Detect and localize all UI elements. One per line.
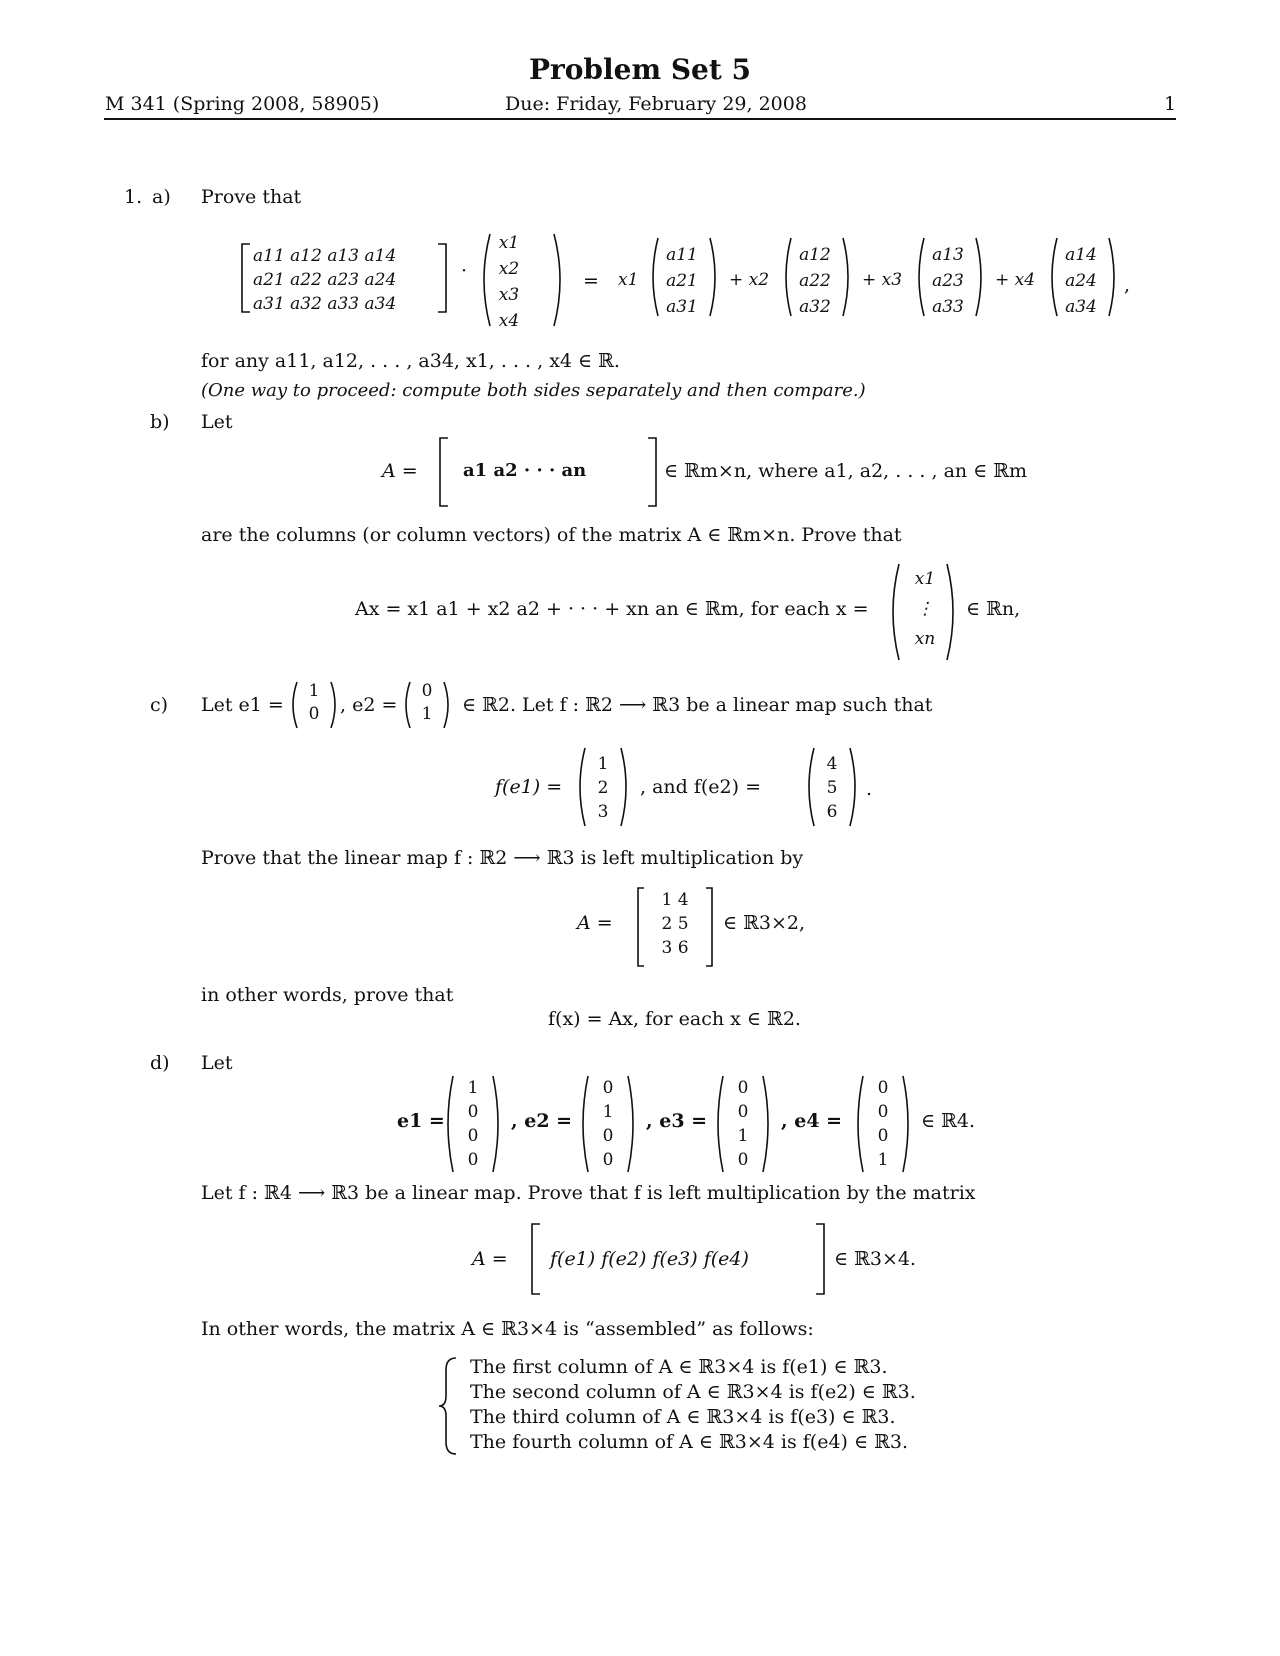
col-entry: a33 [932,297,964,317]
part-d-label: d) [150,1052,170,1074]
vector-entry: 0 [737,1102,749,1122]
page-title: Problem Set 5 [528,53,752,86]
vector-x [494,230,524,334]
coeff-x4: + x4 [995,270,1036,290]
brace [438,1356,462,1456]
matrix-a-tail: ∈ ℝ3×2, [723,912,806,934]
rhs-column [926,242,970,320]
linear-map-text: Let f : ℝ4 ⟶ ℝ3 be a linear map. Prove that f is left multiplication by the matrix [201,1182,976,1204]
col-entry: a13 [932,245,964,265]
col-entry: a31 [666,297,698,317]
col-entry: a23 [932,271,964,291]
part-c-label: c) [150,694,169,716]
vector-entry: 5 [826,778,838,798]
part-a-hint: (One way to proceed: compute both sides separately and then compare.) [201,380,866,401]
coeff-x3: + x3 [862,270,903,290]
matrix-def-rhs: ∈ ℝm×n, where a1, a2, . . . , an ∈ ℝm [664,460,1028,482]
matrix-a [253,244,438,316]
vector-entry: 2 [597,778,609,798]
vector-entry: x3 [498,285,520,305]
assembled-text: In other words, the matrix A ∈ ℝ3×4 is “assembled” as follows: [201,1318,814,1340]
vector-entry: x2 [498,259,520,279]
matrix-row: 1 4 [661,890,689,910]
coeff-x2: + x2 [729,270,770,290]
part-a-label: a) [152,186,171,208]
f-e2-vector [817,752,847,824]
rhs-column [1059,242,1103,320]
e3-vector [728,1076,758,1172]
dot-operator: · [461,260,468,282]
vector-entry: xn [914,629,936,649]
final-equation: f(x) = Ax, for each x ∈ ℝ2. [548,1008,801,1030]
and-f-e2-label: , and f(e2) = [640,776,761,798]
col-entry: a32 [799,297,831,317]
col-entry: a11 [666,245,698,265]
page-number: 1 [1164,93,1177,115]
vector-entry: x1 [498,233,520,253]
vector-entry: 0 [602,1150,614,1170]
vector-entry: 0 [467,1150,479,1170]
matrix-columns: a1 a2 · · · an [463,460,587,481]
rhs-column [793,242,837,320]
header-rule [104,118,1176,120]
matrix-row: a21 a22 a23 a24 [253,270,397,290]
vector-entry: 1 [602,1102,614,1122]
col-entry: a21 [666,271,698,291]
prove-left-mult: Prove that the linear map f : ℝ2 ⟶ ℝ3 is left multiplication by [201,847,804,869]
vector-entry: 1 [597,754,609,774]
vector-entry: 0 [421,681,433,701]
e1-vector [299,680,329,726]
part-a-prompt: Prove that [201,186,302,208]
course-label: M 341 (Spring 2008, 58905) [105,93,380,115]
coeff-x1: x1 [618,270,639,290]
matrix-def-lhs: A = [382,460,418,482]
period: . [866,778,873,800]
f-e1-vector [588,752,618,824]
part-a-condition: for any a11, a12, . . . , a34, x1, . . . , x4 ∈ ℝ. [201,350,620,372]
matrix-a-values [644,888,706,960]
let-e1: Let e1 = [201,694,284,716]
columns-text: are the columns (or column vectors) of the matrix A ∈ ℝm×n. Prove that [201,524,902,546]
matrix-row: a11 a12 a13 a14 [253,246,397,266]
vector-entry: x4 [498,311,520,331]
vector-entry: 0 [467,1126,479,1146]
col-entry: a34 [1065,297,1097,317]
vector-entry: 0 [877,1078,889,1098]
e2-vector [412,680,442,726]
in-other-words: in other words, prove that [201,984,454,1006]
matrix-columns: f(e1) f(e2) f(e3) f(e4) [550,1248,749,1270]
linear-combination-eq: Ax = x1 a1 + x2 a2 + · · · + xn an ∈ ℝm, for each x = [355,598,869,620]
vector-entry: ⋮ [916,599,934,619]
vector-entry: 0 [467,1102,479,1122]
vector-entry: 0 [602,1078,614,1098]
e1-vector [458,1076,488,1172]
vector-entry: 1 [877,1150,889,1170]
e4-vector [868,1076,898,1172]
vector-entry: 6 [826,802,838,822]
assembly-line: The fourth column of A ∈ ℝ3×4 is f(e4) ∈ ℝ3. [470,1431,909,1453]
vector-entry: 1 [308,681,320,701]
vector-entry: 1 [421,704,433,724]
vector-entry: 1 [467,1078,479,1098]
matrix-row: a31 a32 a33 a34 [253,294,397,314]
rn-tail: ∈ ℝn, [966,598,1021,620]
part-b-label: b) [150,411,170,433]
problem-number: 1. [124,186,143,208]
vector-entry: 0 [737,1078,749,1098]
due-date: Due: Friday, February 29, 2008 [505,93,807,115]
e4-label: , e4 = [781,1110,843,1132]
vector-entry: 3 [597,802,609,822]
vector-entry: 0 [877,1102,889,1122]
matrix-a-label: A = [577,912,613,934]
e2-label: , e2 = [511,1110,573,1132]
vector-entry: 1 [737,1126,749,1146]
vector-entry: 0 [602,1126,614,1146]
let-tail: ∈ ℝ2. Let f : ℝ2 ⟶ ℝ3 be a linear map such that [462,694,933,716]
col-entry: a14 [1065,245,1097,265]
e2-vector [593,1076,623,1172]
assembly-line: The first column of A ∈ ℝ3×4 is f(e1) ∈ ℝ3. [470,1356,888,1378]
vector-entry: 4 [826,754,838,774]
matrix-row: 2 5 [661,914,689,934]
matrix-row: 3 6 [661,938,689,958]
vector-entry: 0 [877,1126,889,1146]
vector-entry: x1 [914,569,936,589]
col-entry: a22 [799,271,831,291]
e3-label: , e3 = [646,1110,708,1132]
assembly-line: The third column of A ∈ ℝ3×4 is f(e3) ∈ ℝ3. [470,1406,896,1428]
x-vector [905,564,945,654]
col-entry: a12 [799,245,831,265]
f-e1-label: f(e1) = [495,776,563,798]
e2-label: , e2 = [340,694,398,716]
vector-entry: 0 [737,1150,749,1170]
part-b-let: Let [201,411,233,433]
part-d-let: Let [201,1052,233,1074]
col-entry: a24 [1065,271,1097,291]
assembly-line: The second column of A ∈ ℝ3×4 is f(e2) ∈ ℝ3. [470,1381,916,1403]
r4-tail: ∈ ℝ4. [921,1110,976,1132]
comma: , [1124,274,1131,296]
rhs-column [660,242,704,320]
equals-sign: = [583,270,599,292]
matrix-label: A = [472,1248,508,1270]
vector-entry: 0 [308,704,320,724]
matrix-tail: ∈ ℝ3×4. [834,1248,917,1270]
e1-label: e1 = [397,1110,445,1132]
